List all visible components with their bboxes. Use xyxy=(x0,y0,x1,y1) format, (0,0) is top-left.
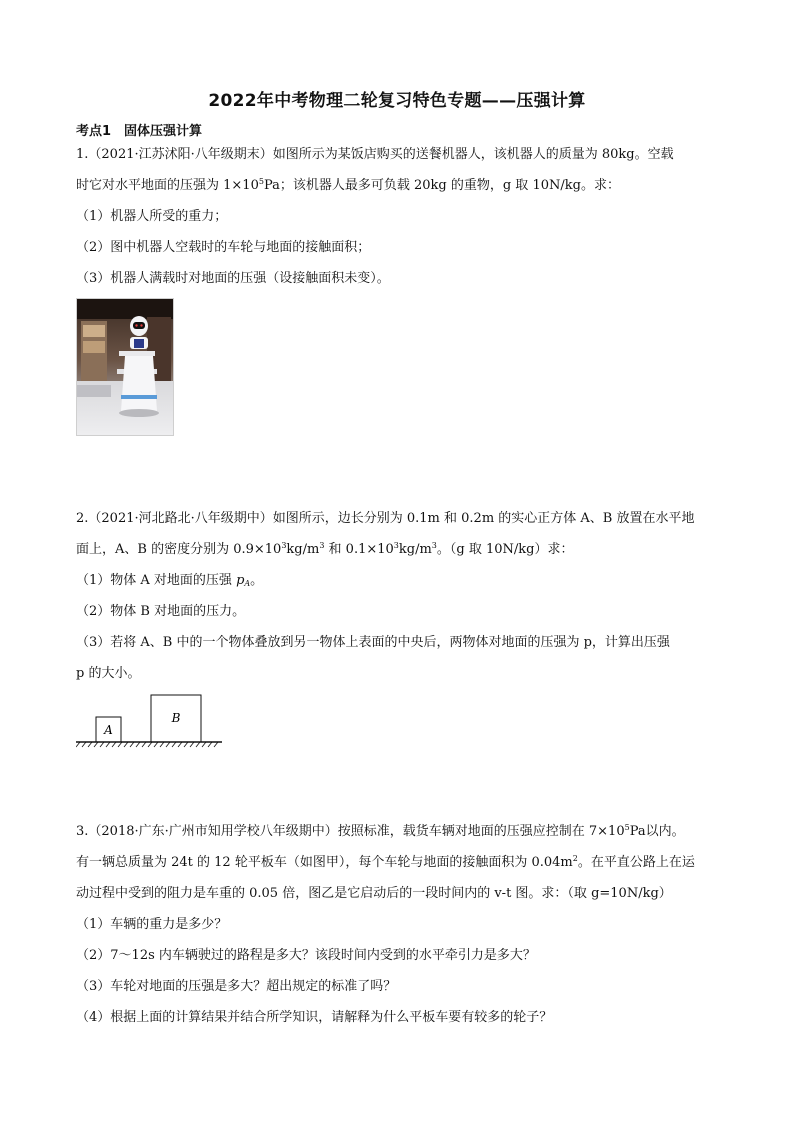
q3-subquestion-2: （2）7～12s 内车辆驶过的路程是多大？该段时间内受到的水平牵引力是多大？ xyxy=(76,948,536,963)
q2-stem-line2: 面上，A、B 的密度分别为 $0.9\times 10^3kg/m^3$ 和 $0.1\times 10^3kg/m^3$。（g 取 10N/kg）求： xyxy=(76,541,574,557)
q1-stem-line1: 1.（2021·江苏沭阳·八年级期末）如图所示为某饭店购买的送餐机器人，该机器人的质量为 80kg。空载 xyxy=(76,147,674,162)
cube-a-label: A xyxy=(104,723,113,737)
section-heading: 考点1 固体压强计算 xyxy=(76,124,203,139)
q2-subquestion-1: （1）物体 A 对地面的压强 $p_A$。 xyxy=(76,573,264,588)
q1-subquestion-2: （2）图中机器人空载时的车轮与地面的接触面积； xyxy=(76,240,371,255)
q2-subquestion-2: （2）物体 B 对地面的压力。 xyxy=(76,604,246,619)
q3-subquestion-1: （1）车辆的重力是多少？ xyxy=(76,917,228,932)
q1-stem-line2: 时它对水平地面的压强为 $1\times 10^5Pa$；该机器人最多可负载 20kg 的重物，g 取 10N/kg。求： xyxy=(76,177,620,193)
q2-subquestion-3-line2: p 的大小。 xyxy=(76,666,141,681)
cube-b-label: B xyxy=(171,711,181,725)
ground-hatching xyxy=(76,742,218,747)
q3-subquestion-4: （4）根据上面的计算结果并结合所学知识，请解释为什么平板车要有较多的轮子？ xyxy=(76,1010,553,1025)
q1-subquestion-1: （1）机器人所受的重力； xyxy=(76,209,228,224)
q3-stem-line2: 有一辆总质量为 24t 的 12 轮平板车（如图甲），每个车轮与地面的接触面积为 $0.04m^2$。在平直公路上在运 xyxy=(76,854,695,870)
robot-photo xyxy=(76,298,174,436)
q3-subquestion-3: （3）车轮对地面的压强是多大？超出规定的标准了吗？ xyxy=(76,979,397,994)
q3-stem-line1: 3.（2018·广东·广州市知用学校八年级期中）按照标准，载货车辆对地面的压强应控制在 $7\times 10^5Pa$以内。 xyxy=(76,823,685,839)
cubes-figure xyxy=(76,690,222,750)
page-title: 2022年中考物理二轮复习特色专题——压强计算 xyxy=(208,91,586,111)
q2-stem-line1: 2.（2021·河北路北·八年级期中）如图所示，边长分别为 0.1m 和 0.2m 的实心正方体 A、B 放置在水平地 xyxy=(76,511,695,526)
q3-stem-line3: 动过程中受到的阻力是车重的 0.05 倍，图乙是它启动后的一段时间内的 v-t 图。求：（取 g=10N/kg） xyxy=(76,886,672,901)
q1-subquestion-3: （3）机器人满载时对地面的压强（设接触面积未变）。 xyxy=(76,271,390,286)
q2-subquestion-3-line1: （3）若将 A、B 中的一个物体叠放到另一物体上表面的中央后，两物体对地面的压强为 p，计算出压强 xyxy=(76,635,670,650)
